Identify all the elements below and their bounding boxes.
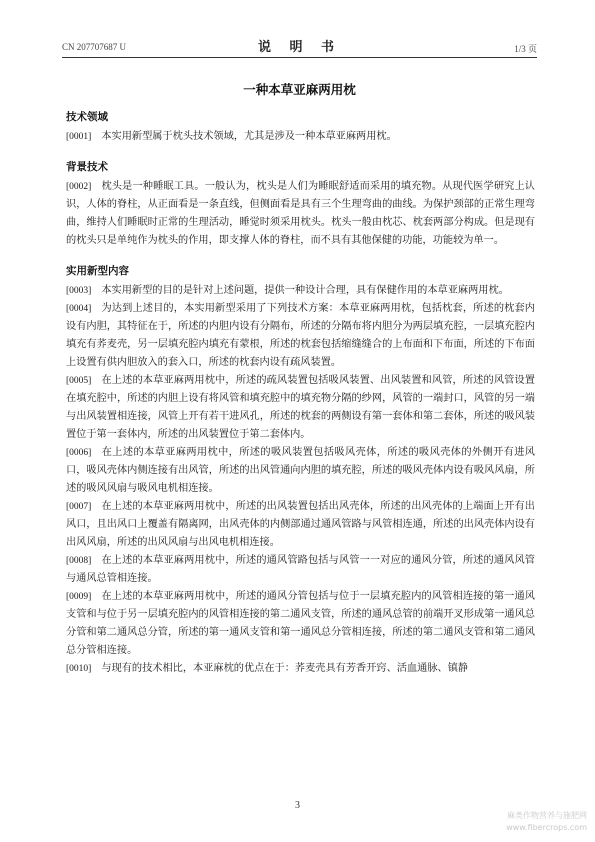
paragraph-number: [0008] bbox=[66, 556, 92, 566]
paragraph-number: [0007] bbox=[66, 502, 92, 512]
paragraph-number: [0001] bbox=[66, 132, 92, 142]
paragraph bbox=[66, 128, 535, 146]
paragraph-text: 在上述的本草亚麻两用枕中，所述的吸风装置包括吸风壳体，所述的吸风壳体的外侧开有进风口，吸风壳体内侧连接有出风管，所述的出风管通向内胆的填充腔，所述的吸风壳体内设有吸风风扇，所述的吸风风扇与吸风电机相连接。 bbox=[66, 447, 535, 494]
paragraph-text: 本实用新型属于枕头技术领域，尤其是涉及一种本草亚麻两用枕。 bbox=[101, 131, 397, 142]
document-body bbox=[66, 108, 535, 678]
paragraph-number: [0010] bbox=[66, 664, 92, 674]
header-divider bbox=[62, 57, 537, 58]
section-heading: 背景技术 bbox=[66, 161, 108, 173]
paragraph bbox=[66, 498, 535, 552]
paragraph bbox=[66, 178, 535, 250]
page-indicator: 1/3 页 bbox=[514, 44, 537, 54]
patent-number: CN 207707687 U bbox=[62, 42, 127, 52]
paragraph-number: [0005] bbox=[66, 376, 92, 386]
paragraph-text: 与现有的技术相比，本亚麻枕的优点在于：荞麦壳具有芳香开窍、活血通脉、镇静 bbox=[101, 663, 469, 674]
paragraph bbox=[66, 552, 535, 588]
paragraph-text: 为达到上述目的，本实用新型采用了下列技术方案：本草亚麻两用枕，包括枕套，所述的枕套内设有内胆，其特征在于，所述的内胆内设有分隔布，所述的分隔布将内胆分为两层填充腔，一层填充腔内填充有荞麦壳，另一层填充腔内填充有蒙根，所述的枕套包括缩缝缝合的上布面和下布面，所述的下布面上设置有供内胆放入的套入口，所述的枕套内设有疏风装置。 bbox=[66, 303, 535, 368]
paragraph-text: 在上述的本草亚麻两用枕中，所述的通风分管包括与位于一层填充腔内的风管相连接的第一通风支管和与位于另一层填充腔内的风管相连接的第二通风支管，所述的通风总管的前端开叉形成第一通风总分管和第二通风总分管，所述的第一通风支管和第一通风总分管相连接，所述的第二通风支管和第二通风总分管相连接。 bbox=[66, 591, 535, 656]
paragraph-number: [0006] bbox=[66, 448, 92, 458]
section-heading: 实用新型内容 bbox=[66, 265, 129, 277]
document-type: 说 明 书 bbox=[257, 40, 342, 55]
section-heading: 技术领域 bbox=[66, 111, 108, 123]
page-number: 3 bbox=[295, 800, 300, 811]
site-watermark bbox=[469, 810, 587, 836]
paragraph-number: [0009] bbox=[66, 592, 92, 602]
paragraph-number: [0004] bbox=[66, 304, 92, 314]
watermark-url: www.fibercrops.com bbox=[506, 823, 587, 832]
paragraph-text: 在上述的本草亚麻两用枕中，所述的疏风装置包括吸风装置、出风装置和风管，所述的风管设置在填充腔中，所述的内胆上设有将风管和填充腔中的填充物分隔的纱网，风管的一端封口，风管的另一端与出风装置相连接，风管上开有若干进风孔，所述的枕套的两侧设有第一套体和第二套体，所述的吸风装置位于第一套体内，所述的出风装置位于第二套体内。 bbox=[66, 375, 535, 440]
page-header bbox=[62, 36, 537, 56]
paragraph bbox=[66, 588, 535, 660]
paragraph bbox=[66, 372, 535, 444]
paragraph-text: 枕头是一种睡眠工具。一般认为，枕头是人们为睡眠舒适而采用的填充物。从现代医学研究上认识，人体的脊柱，从正面看是一条直线，但侧面看是具有三个生理弯曲的曲线。为保护颈部的正常生理弯曲，维持人们睡眠时正常的生理活动，睡觉时须采用枕头。枕头一般由枕芯、枕套两部分构成。但是现有的枕头只是单纯作为枕头的作用，即支撑人体的脊柱，而不具有其他保健的功能，功能较为单一。 bbox=[66, 181, 535, 246]
paragraph bbox=[66, 282, 535, 300]
paragraph-text: 在上述的本草亚麻两用枕中，所述的出风装置包括出风壳体，所述的出风壳体的上端面上开有出风口，且出风口上覆盖有隔离网，出风壳体的内侧部通过通风管路与风管相连通，所述的出风壳体内设有出风风扇，所述的出风风扇与出风电机相连接。 bbox=[66, 501, 535, 548]
paragraph-text: 在上述的本草亚麻两用枕中，所述的通风管路包括与风管一一对应的通风分管，所述的通风风管与通风总管相连接。 bbox=[66, 555, 535, 584]
paragraph-number: [0002] bbox=[66, 182, 92, 192]
section-technical-field bbox=[66, 108, 535, 146]
paragraph-number: [0003] bbox=[66, 286, 92, 296]
paragraph bbox=[66, 660, 535, 678]
section-content bbox=[66, 262, 535, 678]
watermark-title: 麻类作物营养与施肥网 bbox=[507, 811, 587, 820]
section-background bbox=[66, 158, 535, 250]
paragraph bbox=[66, 300, 535, 372]
paragraph-text: 本实用新型的目的是针对上述问题，提供一种设计合理，具有保健作用的本草亚麻两用枕。 bbox=[101, 285, 509, 296]
paragraph bbox=[66, 444, 535, 498]
document-title: 一种本草亚麻两用枕 bbox=[243, 82, 356, 97]
